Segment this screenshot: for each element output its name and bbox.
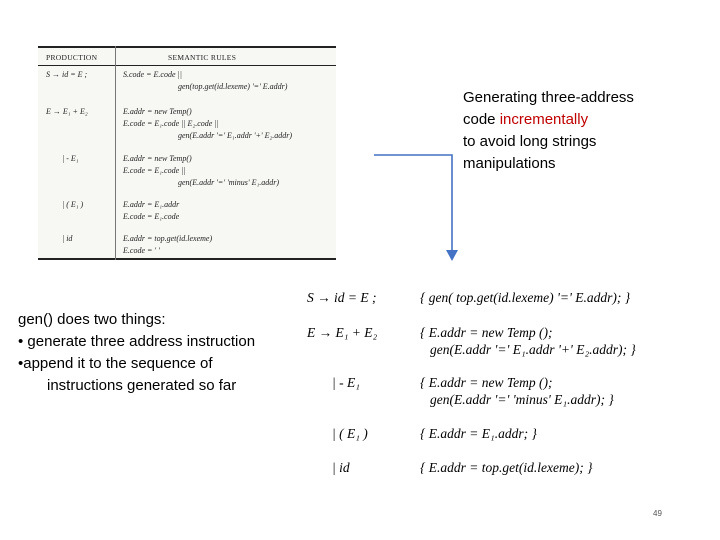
- scheme-production-2: E → E₁ + E₂: [307, 325, 378, 340]
- scheme-action-4: { E.addr = E₁.addr; }: [420, 426, 537, 441]
- table-rule-2-3: gen(E.addr '=' E₁.addr '+' E₂.addr): [178, 131, 293, 140]
- table-rule-2-2: E.code = E₁.code || E₂.code ||: [123, 119, 219, 128]
- scheme-action-2-line-2: gen(E.addr '=' E₁.addr '+' E₂.addr); }: [430, 342, 636, 357]
- header-semantic-rules: SEMANTIC RULES: [168, 53, 237, 62]
- note-incrementally-word: incrementally: [499, 111, 589, 128]
- scanned-sdd-table: [38, 46, 336, 260]
- note-incremental-line-2: [463, 109, 634, 131]
- table-rule-3-1: E.addr = new Temp(): [123, 154, 192, 163]
- scheme-production-3: | - E₁: [332, 375, 360, 390]
- table-rule-4-2: E.code = E₁.code: [123, 212, 180, 221]
- table-production-3: | - E₁: [62, 154, 79, 163]
- note-code-word: code: [463, 111, 500, 128]
- scheme-action-3-line-2: gen(E.addr '=' 'minus' E₁.addr); }: [430, 392, 614, 407]
- table-rule-4-1: E.addr = E₁.addr: [123, 200, 180, 209]
- table-rule-2-1: E.addr = new Temp(): [123, 107, 192, 116]
- scheme-action-5: { E.addr = top.get(id.lexeme); }: [420, 460, 593, 475]
- note-incremental: [463, 87, 634, 175]
- note-gen-line-1: gen() does two things:: [18, 311, 166, 328]
- scheme-production-1: S → id = E ;: [307, 290, 377, 305]
- table-top-rule: [38, 46, 336, 48]
- table-rule-1-1: S.code = E.code ||: [123, 70, 182, 79]
- note-incremental-line-1: Generating three-address: [463, 89, 634, 106]
- table-production-2: E → E₁ + E₂: [46, 107, 88, 116]
- table-production-4: | ( E₁ ): [62, 200, 84, 209]
- table-rule-3-3: gen(E.addr '=' 'minus' E₁.addr): [178, 178, 280, 187]
- table-rule-3-2: E.code = E₁.code ||: [123, 166, 186, 175]
- page-number: 49: [653, 509, 662, 518]
- table-rule-1-2: gen(top.get(id.lexeme) '=' E.addr): [178, 82, 288, 91]
- header-production: PRODUCTION: [46, 53, 98, 62]
- table-bottom-rule: [38, 258, 336, 260]
- note-gen-line-4: instructions generated so far: [47, 377, 237, 394]
- scheme-action-1: { gen( top.get(id.lexeme) '=' E.addr); }: [420, 290, 631, 305]
- scheme-production-4: | ( E₁ ): [332, 426, 368, 441]
- table-rule-5-1: E.addr = top.get(id.lexeme): [123, 234, 213, 243]
- note-incremental-line-4: manipulations: [463, 155, 556, 172]
- scheme-production-5: | id: [332, 460, 350, 475]
- note-gen-line-2: • generate three address instruction: [18, 333, 256, 350]
- scheme-action-3-line-1: { E.addr = new Temp ();: [420, 375, 553, 390]
- note-incremental-line-3: to avoid long strings: [463, 133, 597, 150]
- table-rule-5-2: E.code = ' ': [123, 246, 160, 255]
- connector-arrow-line: [374, 155, 452, 252]
- connector-arrowhead: [446, 250, 458, 261]
- table-header-rule: [38, 65, 336, 66]
- table-production-1: S → id = E ;: [46, 70, 88, 79]
- note-gen-line-3: •append it to the sequence of: [18, 355, 213, 372]
- table-production-5: | id: [62, 234, 73, 243]
- table-column-divider: [115, 46, 116, 260]
- note-gen-function: [18, 309, 255, 397]
- scheme-action-2-line-1: { E.addr = new Temp ();: [420, 325, 553, 340]
